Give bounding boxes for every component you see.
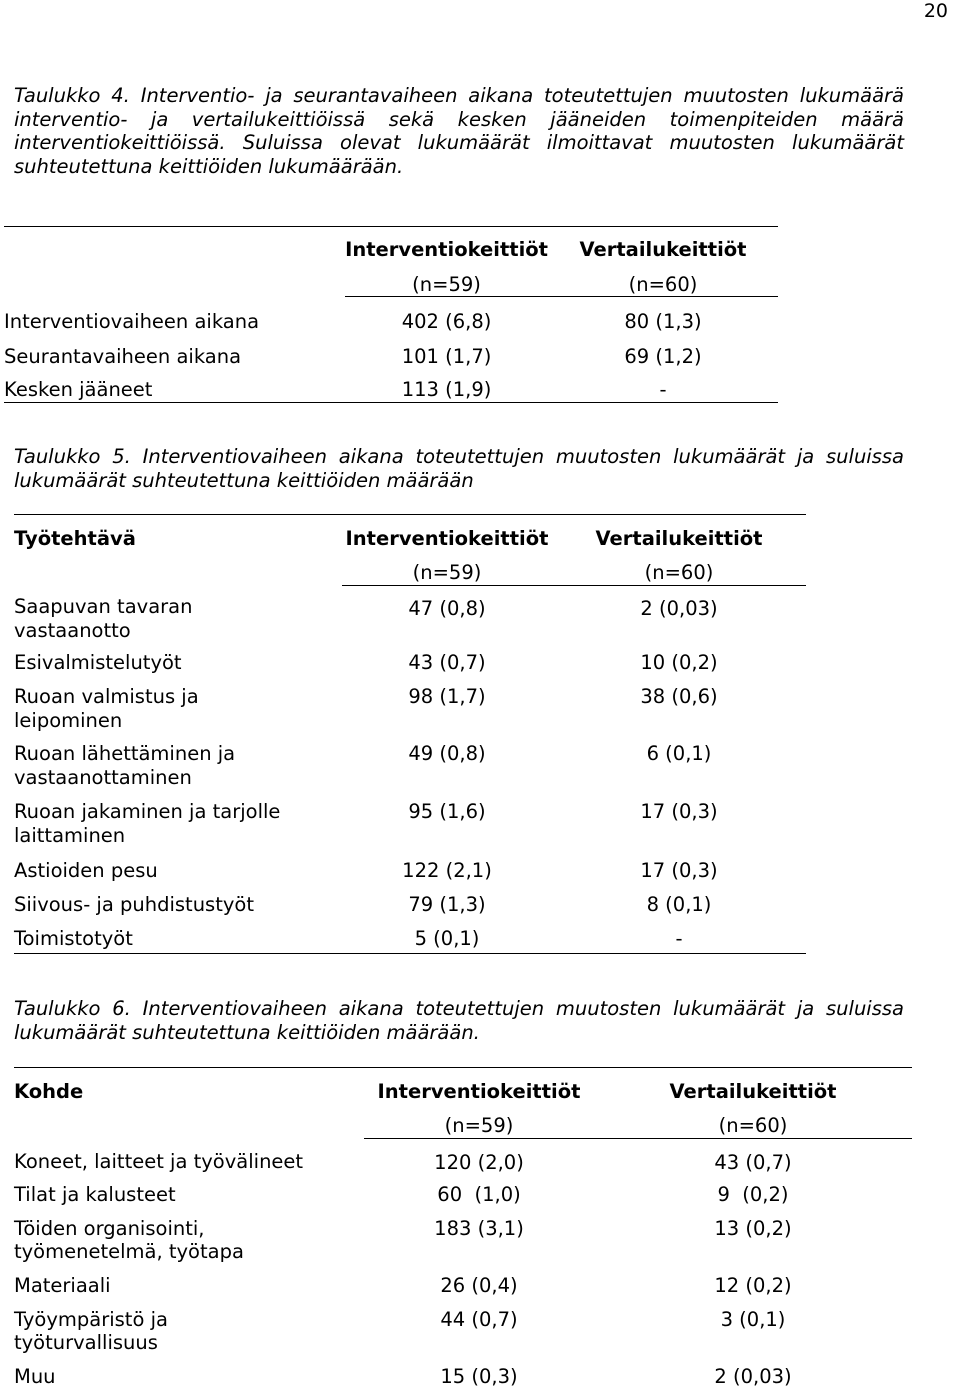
- row-label: Ruoan valmistus ja leipominen: [14, 685, 199, 732]
- table5-header-intervention-n: (n=59): [342, 550, 552, 585]
- row-value-intervention: 113 (1,9): [401, 378, 492, 401]
- row-value-intervention: 5 (0,1): [414, 927, 480, 950]
- table-row: [14, 1208, 912, 1266]
- row-label: Työympäristö ja työturvallisuus: [14, 1307, 168, 1354]
- row-label: Töiden organisointi, työmenetelmä, työtapa: [14, 1216, 244, 1263]
- row-value-comparison: 69 (1,2): [624, 345, 702, 368]
- table-row: [14, 1358, 912, 1392]
- row-label: Tilat ja kalusteet: [14, 1182, 176, 1206]
- row-label: Interventiovaiheen aikana: [4, 309, 260, 333]
- table5-caption: Taulukko 5. Interventiovaiheen aikana toteutettujen muutosten lukumäärät ja suluissa lukumäärät suhteutettuna keittiöiden määrään: [14, 445, 904, 492]
- table-row: [14, 643, 806, 677]
- table-row: [4, 333, 778, 368]
- table-row: [14, 919, 806, 953]
- row-value-intervention: 120 (2,0): [434, 1150, 524, 1174]
- table5-header-task: Työtehtävä: [14, 527, 136, 550]
- row-label: Siivous- ja puhdistustyöt: [14, 893, 254, 916]
- table-row: [14, 1300, 912, 1358]
- row-value-intervention: 101 (1,7): [401, 345, 492, 368]
- row-value-comparison: 9 (0,2): [717, 1182, 789, 1206]
- table4-header-intervention-n: (n=59): [345, 261, 548, 297]
- table6-header-intervention-n: (n=59): [364, 1103, 594, 1138]
- row-label: Toimistotyöt: [14, 927, 133, 950]
- row-value-comparison: 17 (0,3): [640, 800, 718, 823]
- row-label: Ruoan lähettäminen ja vastaanottaminen: [14, 742, 236, 789]
- table6-header-comparison: Vertailukeittiöt: [669, 1080, 837, 1103]
- table4-header-comparison-n: (n=60): [548, 261, 778, 297]
- row-value-comparison: 10 (0,2): [640, 651, 718, 674]
- row-value-intervention: 15 (0,3): [440, 1364, 518, 1388]
- row-value-intervention: 95 (1,6): [408, 800, 486, 823]
- row-value-comparison: 12 (0,2): [714, 1273, 792, 1297]
- row-value-intervention: 79 (1,3): [408, 893, 486, 916]
- row-label: Materiaali: [14, 1273, 111, 1297]
- table-row: [14, 585, 806, 643]
- row-label: Muu: [14, 1364, 56, 1388]
- row-label: Kesken jääneet: [4, 378, 153, 401]
- row-value-intervention: 122 (2,1): [402, 859, 492, 882]
- row-value-intervention: 402 (6,8): [401, 310, 492, 333]
- table5-header-intervention: Interventiokeittiöt: [345, 527, 549, 550]
- row-label: Esivalmistelutyöt: [14, 651, 182, 674]
- table-row: [14, 851, 806, 885]
- row-label: Astioiden pesu: [14, 859, 158, 882]
- table5-header-comparison-n: (n=60): [552, 550, 806, 585]
- row-value-intervention: 47 (0,8): [408, 596, 486, 620]
- table6-caption: Taulukko 6. Interventiovaiheen aikana toteutettujen muutosten lukumäärät ja suluissa lukumäärät suhteutettuna keittiöiden määrään.: [14, 997, 904, 1044]
- row-value-intervention: 26 (0,4): [440, 1273, 518, 1297]
- row-value-comparison: 17 (0,3): [640, 859, 718, 882]
- table-row: [14, 735, 806, 793]
- row-value-comparison: 43 (0,7): [714, 1150, 792, 1174]
- row-value-intervention: 49 (0,8): [408, 742, 486, 765]
- table5-header-comparison: Vertailukeittiöt: [595, 527, 763, 550]
- table5: [14, 514, 806, 954]
- table-row: [14, 885, 806, 919]
- row-value-intervention: 60 (1,0): [437, 1182, 521, 1206]
- table6-header-target: Kohde: [14, 1080, 84, 1103]
- table6-header-intervention: Interventiokeittiöt: [377, 1080, 581, 1103]
- table-row: [14, 677, 806, 735]
- table4: [4, 226, 778, 403]
- row-value-comparison: -: [675, 927, 683, 950]
- table-row: [14, 1138, 912, 1174]
- row-label: Seurantavaiheen aikana: [4, 345, 242, 368]
- row-value-comparison: 13 (0,2): [714, 1216, 792, 1240]
- row-value-comparison: 38 (0,6): [640, 685, 718, 708]
- table-row: [14, 1266, 912, 1300]
- row-value-comparison: 3 (0,1): [720, 1307, 786, 1331]
- row-value-intervention: 98 (1,7): [408, 685, 486, 708]
- row-label: Koneet, laitteet ja työvälineet: [14, 1150, 304, 1173]
- row-value-intervention: 183 (3,1): [434, 1216, 524, 1240]
- table-row: [4, 368, 778, 402]
- page-number: 20: [923, 0, 948, 22]
- table4-header-col1: [4, 227, 345, 262]
- table-row: [14, 793, 806, 851]
- row-value-comparison: 2 (0,03): [714, 1364, 792, 1388]
- table6-header-comparison-n: (n=60): [594, 1103, 912, 1138]
- table4-header-comparison: Vertailukeittiöt: [579, 238, 747, 261]
- row-value-intervention: 43 (0,7): [408, 651, 486, 674]
- table-row: [14, 1174, 912, 1208]
- row-value-intervention: 44 (0,7): [440, 1307, 518, 1331]
- table4-header-intervention: Interventiokeittiöt: [345, 238, 548, 261]
- table6: [14, 1067, 912, 1392]
- row-value-comparison: 8 (0,1): [646, 893, 712, 916]
- table-row: [4, 297, 778, 334]
- row-value-comparison: 6 (0,1): [646, 742, 712, 765]
- row-value-comparison: 2 (0,03): [640, 596, 718, 620]
- row-value-comparison: -: [659, 378, 667, 401]
- table4-caption: Taulukko 4. Interventio- ja seurantavaiheen aikana toteutettujen muutosten lukumäärä interventio- ja vertailukeittiöissä sekä kesken jääneiden toimenpiteiden määrä interventiokeittiöissä. Suluissa olevat lukumäärät ilmoittavat muutosten lukumäärät suhteutettuna keittiöiden lukumäärään.: [14, 84, 904, 178]
- row-label: Ruoan jakaminen ja tarjolle laittaminen: [14, 800, 281, 847]
- row-value-comparison: 80 (1,3): [624, 310, 702, 333]
- row-label: Saapuvan tavaran vastaanotto: [14, 595, 193, 642]
